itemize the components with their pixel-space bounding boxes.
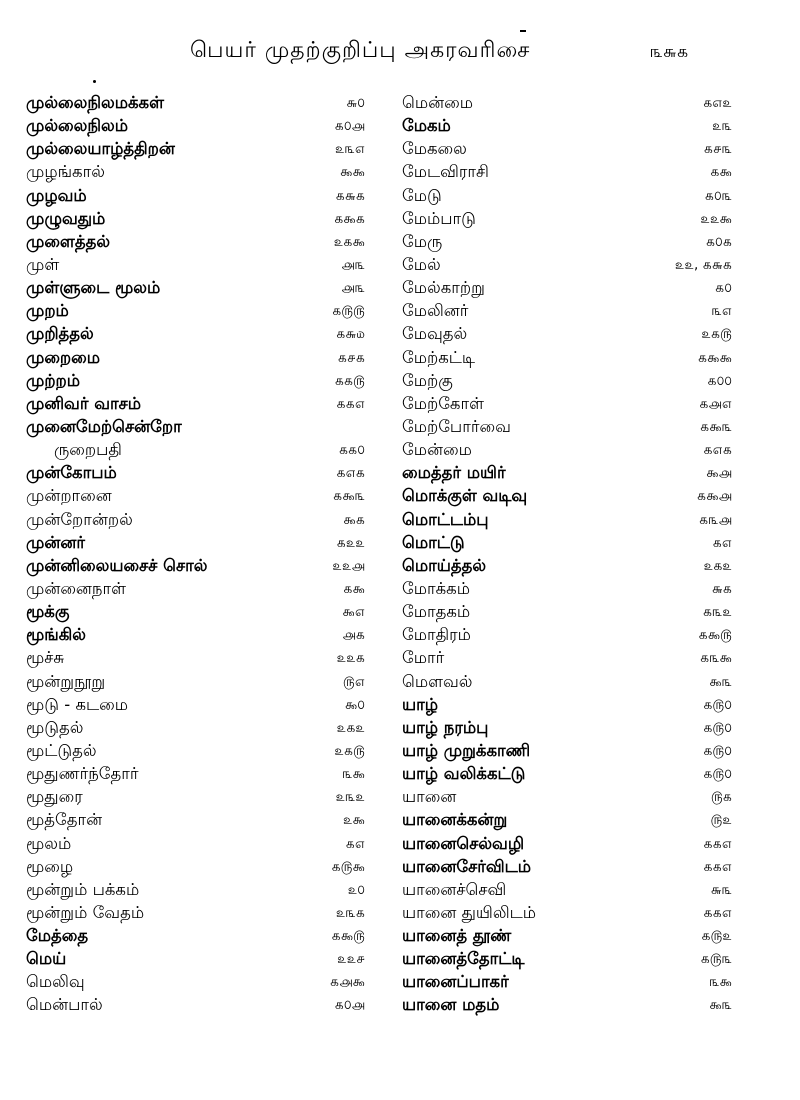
- page-reference: ௧௪௩: [703, 141, 732, 158]
- page-reference: ௧௧௫: [334, 372, 365, 389]
- page-reference: ௧௯௯: [697, 349, 732, 366]
- index-entry: [402, 116, 732, 139]
- index-entry: [26, 486, 371, 509]
- index-entry: [402, 556, 732, 579]
- index-term: மேற்கோள்: [402, 393, 485, 413]
- index-entry: [402, 417, 732, 440]
- index-term: யானைப்பாகர்: [402, 972, 509, 992]
- page-reference: ௨௧௨: [336, 719, 365, 736]
- index-term: முற்றம்: [26, 370, 81, 390]
- index-entry: [26, 579, 371, 602]
- index-entry: [402, 625, 732, 648]
- page-reference: ௧௯௫: [331, 928, 365, 945]
- index-term: மூட்டுதல்: [26, 740, 97, 760]
- index-term: மோக்கம்: [402, 578, 470, 598]
- page-reference: ௧௨௨: [336, 534, 365, 551]
- page-reference: ௯௦: [344, 696, 365, 713]
- page-reference: ௫௨: [710, 812, 732, 829]
- index-entry: [26, 625, 371, 648]
- page-reference: ௨௧௫: [701, 326, 732, 343]
- page-reference: ௫௧: [710, 789, 732, 806]
- page-reference: ௧௦௮: [334, 118, 365, 135]
- page-reference: ௯௩: [709, 673, 732, 690]
- index-term: மேல்: [402, 254, 441, 274]
- index-term: மேகம்: [402, 116, 451, 136]
- index-entry: [26, 995, 371, 1018]
- index-term: மோர்: [402, 648, 445, 668]
- index-term: மூன்றும் பக்கம்: [26, 879, 140, 899]
- page-reference: ௧௧௭: [703, 858, 732, 875]
- page-reference: ௧௭: [345, 835, 365, 852]
- index-entry: [402, 602, 732, 625]
- page-reference: ௫௭: [343, 673, 365, 690]
- index-entry: [26, 926, 371, 949]
- index-entry: [26, 394, 371, 417]
- index-entry: [402, 394, 732, 417]
- page-reference: ௨௨, ௧௬௧: [674, 256, 732, 273]
- index-entry: [26, 440, 371, 463]
- page-reference: ௨௧௫: [334, 742, 365, 759]
- index-entry: [26, 186, 371, 209]
- index-entry: [26, 949, 371, 972]
- index-term: முள்: [26, 254, 60, 274]
- index-entry: [26, 648, 371, 671]
- index-term: மூழை: [26, 856, 74, 876]
- index-term: யாழ்: [402, 694, 439, 714]
- index-term: ருறைபதி: [54, 440, 122, 460]
- index-entry: [26, 672, 371, 695]
- page-reference: ௮௩: [341, 280, 365, 297]
- page-reference: ௧௦௮: [334, 997, 365, 1014]
- index-term: மேற்கு: [402, 370, 453, 390]
- page-reference: ௧௫௦: [703, 742, 732, 759]
- index-entry: [26, 718, 371, 741]
- index-entry: [402, 255, 732, 278]
- index-entry: [402, 857, 732, 880]
- right-index-column: [402, 93, 732, 1019]
- index-entry: [26, 810, 371, 833]
- page-reference: ௬௧: [711, 580, 732, 597]
- page-reference: ௧௬௧: [335, 187, 365, 204]
- page-reference: ௯௧: [343, 511, 365, 528]
- page-reference: ௨௦: [347, 881, 365, 898]
- index-term: முனைமேற்சென்றோ: [26, 416, 182, 436]
- page-reference: ௧௯௫: [698, 627, 732, 644]
- page-reference: ௨௯: [342, 812, 365, 829]
- index-entry: [402, 93, 732, 116]
- index-term: முன்னர்: [26, 532, 85, 552]
- index-term: முனிவர் வாசம்: [26, 393, 142, 413]
- index-term: யானைத் தூண்: [402, 926, 512, 946]
- page-reference: ௨௩௨: [335, 789, 365, 806]
- index-entry: [402, 764, 732, 787]
- index-term: முறித்தல்: [26, 324, 94, 344]
- index-entry: [402, 787, 732, 810]
- index-entry: [402, 139, 732, 162]
- index-entry: [26, 463, 371, 486]
- page-reference: ௧௯௩: [333, 488, 365, 505]
- index-entry: [26, 857, 371, 880]
- index-entry: [26, 116, 371, 139]
- index-term: மேத்தை: [26, 926, 89, 946]
- page-reference: ௧௧௭: [336, 395, 365, 412]
- index-term: முளைத்தல்: [26, 231, 111, 251]
- index-term: மூன்றும் வேதம்: [26, 902, 145, 922]
- index-term: யானை மதம்: [402, 995, 500, 1015]
- page-reference: ௧௭௧: [336, 465, 365, 482]
- index-entry: [26, 533, 371, 556]
- index-entry: [402, 278, 732, 301]
- index-entry: [26, 764, 371, 787]
- page-reference: ௩௯: [342, 766, 365, 783]
- index-term: மேடவிராசி: [402, 162, 489, 182]
- page-reference: ௧௭: [712, 534, 732, 551]
- index-entry: [26, 903, 371, 926]
- index-term: மேம்பாடு: [402, 208, 476, 228]
- index-term: மூடுதல்: [26, 717, 84, 737]
- page-reference: ௧௬௰: [336, 326, 365, 343]
- page-reference: ௧௧௭: [703, 904, 732, 921]
- index-entry: [26, 602, 371, 625]
- index-entry: [26, 139, 371, 162]
- index-entry: [26, 787, 371, 810]
- index-term: மென்பால்: [26, 995, 103, 1015]
- index-entry: [26, 371, 371, 394]
- page-reference: ௩௭: [711, 303, 732, 320]
- index-term: யானைச்செவி: [402, 879, 507, 899]
- page-title: பெயர் முதற்குறிப்பு அகரவரிசை: [190, 38, 531, 63]
- index-term: முல்லைநிலமக்கள்: [26, 93, 164, 112]
- index-entry: [26, 324, 371, 347]
- index-term: முன்றானை: [26, 486, 112, 506]
- index-term: மென்மை: [402, 93, 474, 112]
- page-reference: ௧௪௧: [337, 349, 365, 366]
- page-reference: ௨௧௯: [333, 233, 365, 250]
- page-reference: ௧௮௭: [699, 395, 732, 412]
- index-term: மேலினர்: [402, 301, 469, 321]
- page-reference: ௨௩: [712, 118, 732, 135]
- index-term: மோதிரம்: [402, 625, 471, 645]
- index-term: முல்லையாழ்த்திறன்: [26, 139, 175, 159]
- index-entry: [402, 648, 732, 671]
- index-entry: [402, 510, 732, 533]
- index-entry: [26, 209, 371, 232]
- index-term: யானை துயிலிடம்: [402, 902, 537, 922]
- page-reference: ௧௧௦: [338, 442, 365, 459]
- page-number: ௩௬௧: [650, 42, 689, 62]
- index-term: மொய்த்தல்: [402, 555, 487, 575]
- index-term: யாழ் முறுக்காணி: [402, 740, 531, 760]
- index-entry: [402, 718, 732, 741]
- index-term: மொட்டம்பு: [402, 509, 489, 529]
- index-term: யானை: [402, 787, 457, 807]
- index-entry: [402, 949, 732, 972]
- index-entry: [26, 232, 371, 255]
- index-term: யாழ் வலிக்கட்டு: [402, 764, 526, 784]
- index-entry: [402, 972, 732, 995]
- index-term: மேகலை: [402, 139, 467, 159]
- index-term: மூதுணர்ந்தோர்: [26, 764, 139, 784]
- index-term: மூலம்: [26, 833, 72, 853]
- page-reference: ௨௧௨: [703, 557, 732, 574]
- index-term: மௌவல்: [402, 671, 473, 691]
- index-term: மேல்காற்று: [402, 278, 485, 298]
- page-reference: ௨௩௧: [335, 904, 365, 921]
- index-term: மேன்மை: [402, 440, 472, 460]
- index-term: மூங்கில்: [26, 625, 86, 645]
- page-reference: ௧௩௯: [700, 650, 732, 667]
- page-reference: ௧௫௯: [331, 858, 365, 875]
- index-entry: [402, 440, 732, 463]
- index-term: முறம்: [26, 301, 69, 321]
- page-reference: ௬௦: [346, 95, 365, 111]
- page-reference: ௧௦௧: [705, 233, 732, 250]
- index-entry: [402, 533, 732, 556]
- index-entry: [26, 834, 371, 857]
- index-term: மொட்டு: [402, 532, 465, 552]
- page-reference: ௮௩: [341, 256, 365, 273]
- page-reference: ௨௨௪: [337, 951, 365, 968]
- index-term: மூக்கு: [26, 602, 70, 622]
- index-entry: [402, 995, 732, 1018]
- page-reference: ௯௮: [706, 465, 732, 482]
- index-term: மைத்தர் மயிர்: [402, 463, 506, 483]
- index-entry: [402, 579, 732, 602]
- index-term: மெய்: [26, 949, 67, 969]
- index-entry: [26, 972, 371, 995]
- index-entry: [402, 324, 732, 347]
- index-entry: [402, 810, 732, 833]
- index-term: முழங்கால்: [26, 162, 105, 182]
- index-term: மூத்தோன்: [26, 810, 103, 830]
- index-term: மேரு: [402, 231, 443, 251]
- index-term: முழுவதும்: [26, 208, 106, 228]
- index-term: முறைமை: [26, 347, 101, 367]
- page-reference: ௯௩: [709, 997, 732, 1014]
- index-entry: [402, 695, 732, 718]
- index-term: முன்னைநாள்: [26, 578, 127, 598]
- index-entry: [402, 463, 732, 486]
- index-entry: [402, 348, 732, 371]
- page-reference: ௧௫௨: [701, 928, 732, 945]
- page-reference: ௧௫௫: [332, 303, 365, 320]
- page-reference: ௧௯௩: [700, 418, 732, 435]
- index-term: முன்னிலையசைச் சொல்: [26, 555, 208, 575]
- index-term: மேற்கட்டி: [402, 347, 476, 367]
- index-term: மூன்றுநூறு: [26, 671, 106, 691]
- index-entry: [402, 162, 732, 185]
- index-entry: [26, 556, 371, 579]
- index-entry: [402, 741, 732, 764]
- index-term: மூச்சு: [26, 648, 65, 668]
- index-term: மூடு - கடமை: [26, 694, 129, 714]
- index-entry: [402, 301, 732, 324]
- index-term: மேற்போர்வை: [402, 416, 511, 436]
- index-entry: [402, 672, 732, 695]
- index-entry: [402, 186, 732, 209]
- index-entry: [402, 880, 732, 903]
- index-entry: [402, 232, 732, 255]
- page-reference: ௨௩௭: [335, 141, 365, 158]
- page-reference: ௧௧௭: [703, 835, 732, 852]
- page-reference: ௧௩௨: [702, 604, 732, 621]
- index-term: மேடு: [402, 185, 442, 205]
- page-reference: ௧௯௮: [696, 488, 732, 505]
- page-reference: ௨௨௯: [700, 210, 732, 227]
- left-index-column: [26, 93, 371, 1019]
- index-entry: [402, 926, 732, 949]
- page-reference: ௧௮௯: [329, 974, 365, 991]
- page-reference: ௧௦: [715, 280, 732, 297]
- ink-speck: [93, 80, 96, 83]
- page-reference: ௧௯: [343, 580, 365, 597]
- index-entry: [402, 486, 732, 509]
- page-reference: ௧௩௮: [699, 511, 732, 528]
- page-reference: ௧௯: [710, 164, 732, 181]
- index-entry: [26, 278, 371, 301]
- index-term: முள்ளுடை மூலம்: [26, 278, 161, 298]
- index-entry: [26, 93, 371, 116]
- index-entry: [26, 695, 371, 718]
- index-entry: [26, 348, 371, 371]
- index-entry: [26, 162, 371, 185]
- index-term: முழவம்: [26, 185, 87, 205]
- page-reference: ௧௫௦: [703, 719, 732, 736]
- page-reference: ௧௫௦: [703, 766, 732, 783]
- index-term: யானைசேர்விடம்: [402, 856, 532, 876]
- page-reference: ௧௯௧: [334, 210, 365, 227]
- index-term: யானைக்கன்று: [402, 810, 508, 830]
- index-entry: [402, 834, 732, 857]
- index-entry: [402, 903, 732, 926]
- index-term: யானைத்தோட்டி: [402, 949, 525, 969]
- page-reference: ௧௦௦: [707, 372, 732, 389]
- page-reference: ௧௭௨: [703, 95, 732, 111]
- page-reference: ௬௩: [710, 881, 732, 898]
- index-term: முன்றோன்றல்: [26, 509, 133, 529]
- index-term: மேவுதல்: [402, 324, 468, 344]
- index-term: மெலிவு: [26, 972, 85, 992]
- ink-speck: [520, 30, 526, 32]
- page-reference: ௨௨௧: [336, 650, 365, 667]
- page-reference: ௨௨௮: [332, 557, 365, 574]
- index-term: மொக்குள் வடிவு: [402, 486, 528, 506]
- page-reference: ௯௯: [340, 164, 365, 181]
- page-reference: ௩௯: [709, 974, 732, 991]
- index-term: யானைசெல்வழி: [402, 833, 525, 853]
- index-entry: [402, 371, 732, 394]
- index-term: யாழ் நரம்பு: [402, 717, 489, 737]
- page-reference: ௯௭: [342, 604, 365, 621]
- page-reference: ௧௫௦: [703, 696, 732, 713]
- page-reference: ௧௦௩: [704, 187, 732, 204]
- index-term: முல்லைநிலம்: [26, 116, 128, 136]
- index-entry: [26, 510, 371, 533]
- page-reference: ௧௭௧: [703, 442, 732, 459]
- page-reference: ௧௫௩: [700, 951, 732, 968]
- index-entry: [26, 255, 371, 278]
- index-term: மூதுரை: [26, 787, 83, 807]
- index-term: முன்கோபம்: [26, 463, 117, 483]
- index-entry: [26, 880, 371, 903]
- index-term: மோதகம்: [402, 602, 471, 622]
- index-entry: [26, 741, 371, 764]
- index-entry: [26, 417, 371, 440]
- page-reference: ௮௧: [342, 627, 365, 644]
- index-entry: [26, 301, 371, 324]
- index-entry: [402, 209, 732, 232]
